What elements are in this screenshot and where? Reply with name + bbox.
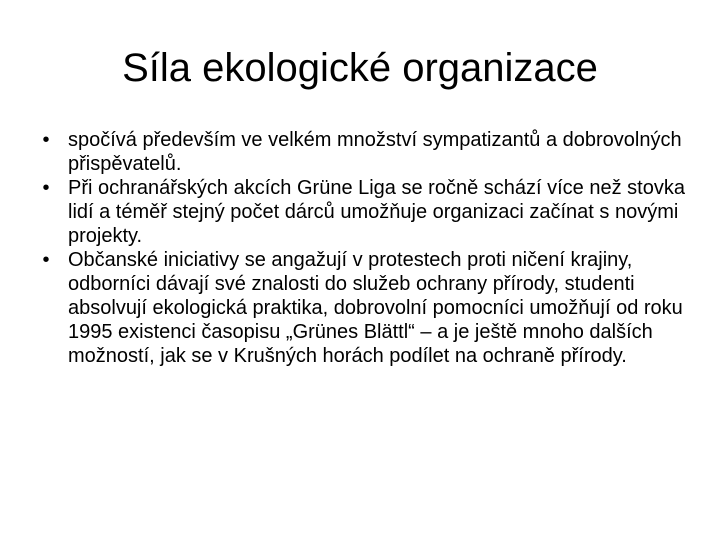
bullet-item — [36, 176, 702, 248]
bullet-icon: • — [42, 249, 50, 271]
slide-title: Síla ekologické organizace — [122, 46, 598, 90]
bullet-text: Občanské iniciativy se angažují v protestech proti ničení krajiny, odborníci dávají své znalosti do služeb ochrany přírody, studenti absolvují ekologická praktika, dobrovolní pomocníci umožňují od roku 1995 existenci časopisu „Grünes Blättl“ – a je ještě mnoho dalších možností, jak se v Krušných horách podílet na ochraně přírody. — [68, 249, 683, 367]
bullet-item — [36, 248, 702, 368]
bullet-list — [36, 128, 702, 368]
bullet-item — [36, 128, 702, 176]
bullet-icon: • — [42, 177, 50, 199]
bullet-text: Při ochranářských akcích Grüne Liga se ročně schází více než stovka lidí a téměř stejný počet dárců umožňuje organizaci začínat s novými projekty. — [68, 177, 685, 247]
bullet-text: spočívá především ve velkém množství sympatizantů a dobrovolných přispěvatelů. — [68, 129, 682, 175]
bullet-icon: • — [42, 129, 50, 151]
